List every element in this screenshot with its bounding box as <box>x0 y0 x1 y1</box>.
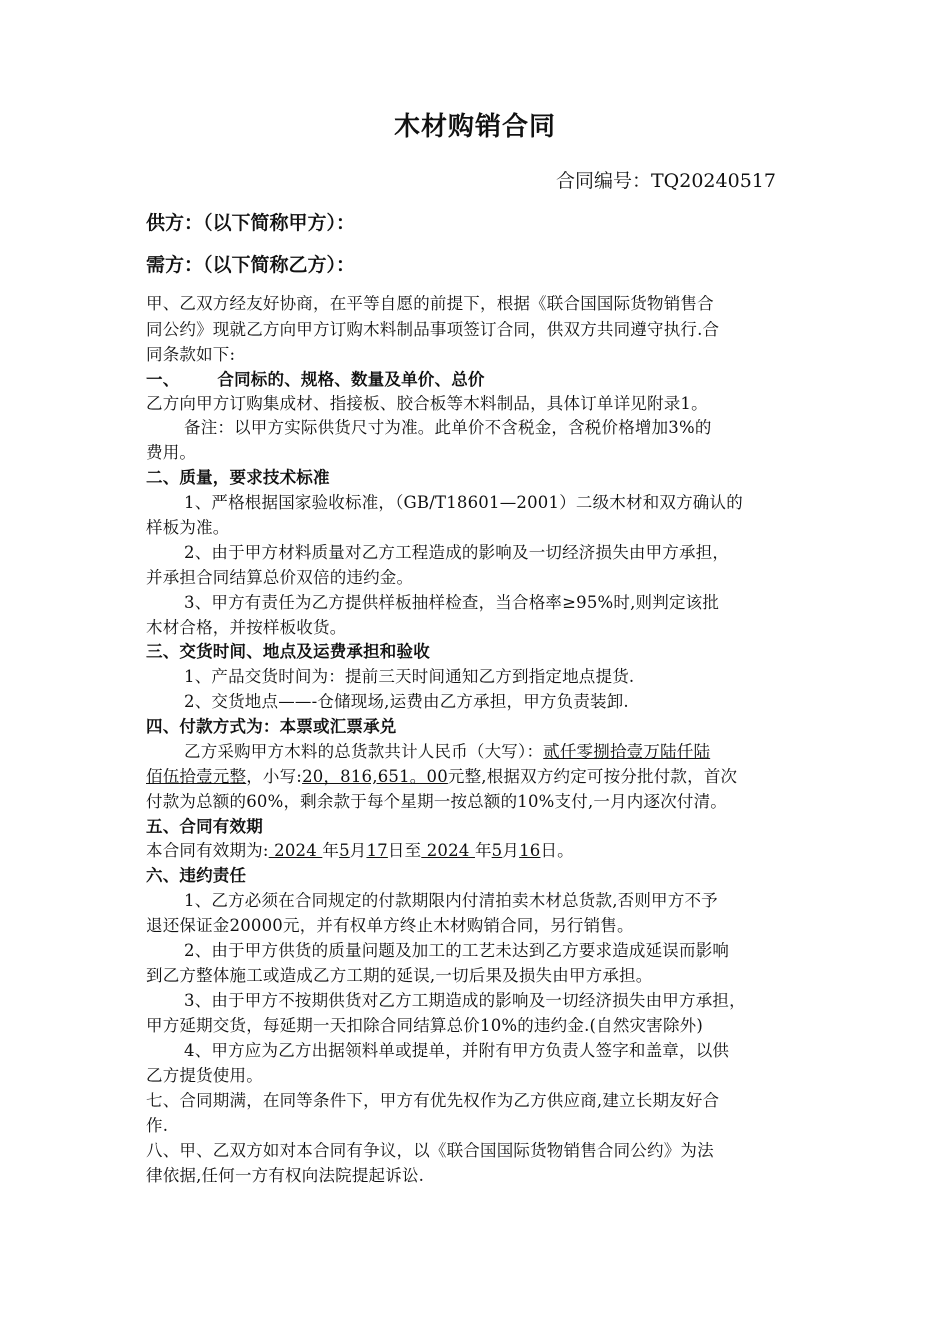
section-4-line <box>146 763 737 787</box>
end-day: 16 <box>519 841 541 860</box>
end-year: 2024 <box>421 841 475 860</box>
start-year: 2024 <box>268 841 323 860</box>
payment-text: ，小写: <box>246 767 303 786</box>
section-6-line: 3、由于甲方不按期供货对乙方工期造成的影响及一切经济损失由甲方承担， <box>184 991 746 1010</box>
section-2-line: 木材合格，并按样板收货。 <box>146 618 347 637</box>
section-1-title: 合同标的、规格、数量及单价、总价 <box>217 370 485 389</box>
year-label: 年 <box>322 841 340 860</box>
amount-in-words-cont: 佰伍拾壹元整 <box>146 767 247 786</box>
section-6-line: 甲方延期交货，每延期一天扣除合同结算总价10%的违约金.(自然灾害除外) <box>146 1016 703 1035</box>
section-4-line <box>184 738 710 762</box>
buyer-line: 需方：（以下简称乙方）： <box>146 254 356 276</box>
section-6-line: 1、乙方必须在合同规定的付款期限内付清拍卖木材总货款,否则甲方不予 <box>184 891 718 910</box>
section-8-line: 律依据,任何一方有权向法院提起诉讼. <box>146 1166 425 1185</box>
validity-line <box>146 837 574 861</box>
intro-line: 同条款如下: <box>146 345 236 364</box>
section-1-number: 一、 <box>146 370 180 389</box>
start-month: 5 <box>339 841 350 860</box>
start-day: 17 <box>366 841 388 860</box>
section-2-line: 3、甲方有责任为乙方提供样板抽样检查，当合格率≥95%时,则判定该批 <box>184 593 720 612</box>
validity-text: 本合同有效期为: <box>146 841 269 860</box>
contract-number: 合同编号：TQ20240517 <box>556 170 776 192</box>
document-title: 木材购销合同 <box>393 112 556 142</box>
amount-in-words: 贰仟零捌拾壹万陆仟陆 <box>543 742 711 761</box>
day-end-label: 日。 <box>540 841 574 860</box>
section-3-line: 1、产品交货时间为：提前三天时间通知乙方到指定地点提货. <box>184 667 635 686</box>
section-4-heading: 四、付款方式为：本票或汇票承兑 <box>146 717 397 736</box>
section-3-line: 2、交货地点——-仓储现场,运费由乙方承担，甲方负责装卸. <box>184 692 629 711</box>
year-label: 年 <box>474 841 492 860</box>
section-5-heading: 五、合同有效期 <box>146 817 263 836</box>
section-2-heading: 二、质量，要求技术标准 <box>146 468 330 487</box>
section-6-heading: 六、违约责任 <box>146 866 247 885</box>
section-6-line: 乙方提货使用。 <box>146 1066 263 1085</box>
payment-text: 乙方采购甲方木料的总货款共计人民币（大写）： <box>184 742 544 761</box>
day-to-label: 日至 <box>387 841 422 860</box>
end-month: 5 <box>491 841 503 860</box>
section-1-heading <box>146 366 485 390</box>
section-2-line: 并承担合同结算总价双倍的违约金。 <box>146 568 414 587</box>
intro-line: 同公约》现就乙方向甲方订购木料制品事项签订合同，供双方共同遵守执行.合 <box>146 320 720 339</box>
section-4-line: 付款为总额的60%，剩余款于每个星期一按总额的10%支付,一月内逐次付清。 <box>146 792 727 811</box>
section-7-line: 七、合同期满，在同等条件下，甲方有优先权作为乙方供应商,建立长期友好合 <box>146 1091 720 1110</box>
month-label: 月 <box>349 841 367 860</box>
section-6-line: 到乙方整体施工或造成乙方工期的延误,一切后果及损失由甲方承担。 <box>146 966 653 985</box>
section-6-line: 退还保证金20000元，并有权单方终止木材购销合同，另行销售。 <box>146 916 634 935</box>
supplier-line: 供方：（以下简称甲方）： <box>146 212 356 234</box>
section-1-note: 备注：以甲方实际供货尺寸为准。此单价不含税金，含税价格增加3%的 <box>184 418 712 437</box>
section-6-line: 4、甲方应为乙方出据领料单或提单，并附有甲方负责人签字和盖章，以供 <box>184 1041 730 1060</box>
section-2-line: 样板为准。 <box>146 518 230 537</box>
section-1-text: 乙方向甲方订购集成材、指接板、胶合板等木料制品，具体订单详见附录1。 <box>146 394 708 413</box>
month-label: 月 <box>502 841 520 860</box>
payment-text: 元整,根据双方约定可按分批付款，首次 <box>447 767 738 786</box>
section-8-line: 八、甲、乙双方如对本合同有争议，以《联合国国际货物销售合同公约》为法 <box>146 1141 714 1160</box>
amount-in-figures: 20，816,651。00 <box>302 767 448 786</box>
section-1-note: 费用。 <box>146 443 197 462</box>
intro-line: 甲、乙双方经友好协商，在平等自愿的前提下，根据《联合国国际货物销售合 <box>146 294 714 313</box>
section-7-line: 作. <box>146 1116 169 1135</box>
section-6-line: 2、由于甲方供货的质量问题及加工的工艺未达到乙方要求造成延误而影响 <box>184 941 730 960</box>
section-2-line: 1、严格根据国家验收标准，（GB/T18601—2001）二级木材和双方确认的 <box>184 493 743 512</box>
section-2-line: 2、由于甲方材料质量对乙方工程造成的影响及一切经济损失由甲方承担， <box>184 543 730 562</box>
section-3-heading: 三、交货时间、地点及运费承担和验收 <box>146 642 430 661</box>
